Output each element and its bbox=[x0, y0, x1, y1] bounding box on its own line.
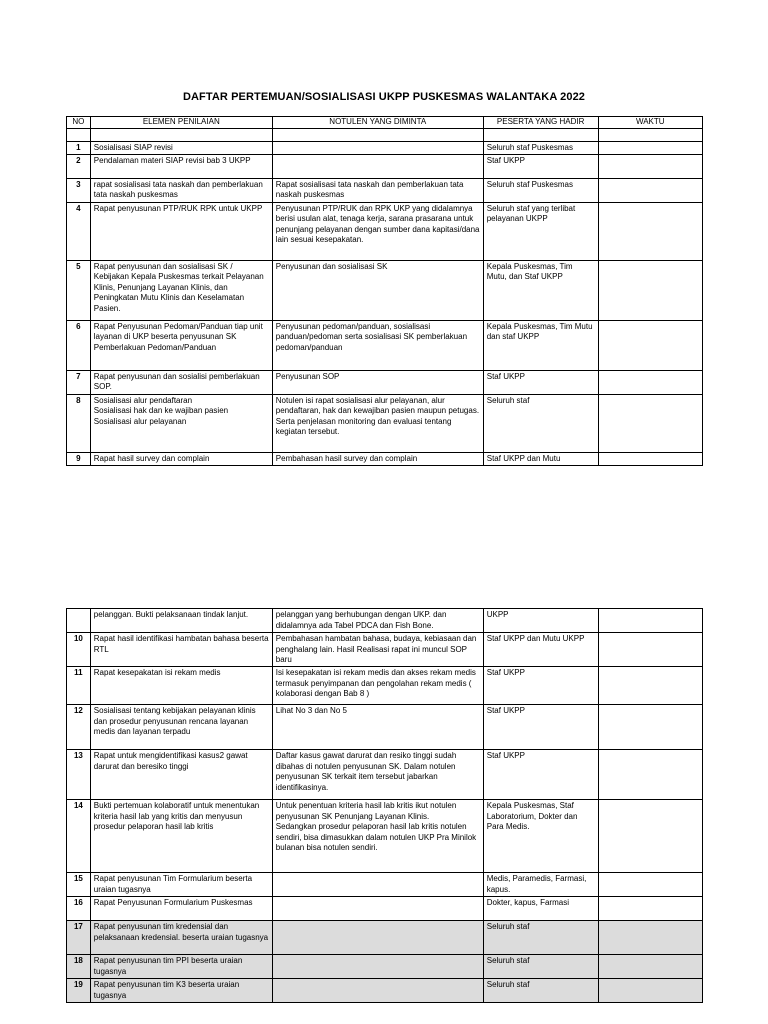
cell-no: 6 bbox=[67, 320, 91, 370]
cell-no: 16 bbox=[67, 897, 91, 921]
cell-elemen: Rapat kesepakatan isi rekam medis bbox=[90, 667, 272, 705]
cell-elemen: Sosialisasi tentang kebijakan pelayanan klinis dan prosedur penyusunan rencana layanan medis dan layanan terpadu bbox=[90, 705, 272, 750]
cell-waktu bbox=[598, 370, 702, 394]
cell-notulen bbox=[272, 141, 483, 154]
cell-no: 15 bbox=[67, 873, 91, 897]
cell-peserta: Staf UKPP bbox=[483, 705, 598, 750]
cell-no: 5 bbox=[67, 260, 91, 320]
cell-notulen: Untuk penentuan kriteria hasil lab kritis ikut notulen penyusunan SK Penunjang Layanan Klinis. Sedangkan prosedur pelaporan hasil lab kritis notulen sendiri, bisa dimasukkan dalam notulen UKP Pra Minilok bulanan bisa notulen sendiri. bbox=[272, 800, 483, 873]
cell-elemen: Bukti pertemuan kolaboratif untuk menentukan kriteria hasil lab yang kritis dan menyusun prosedur pelaporan hasil lab kritis bbox=[90, 800, 272, 873]
cell-no: 8 bbox=[67, 394, 91, 452]
cell-no: 10 bbox=[67, 633, 91, 667]
cell-peserta: Staf UKPP bbox=[483, 154, 598, 178]
cell-notulen bbox=[272, 921, 483, 955]
table-row bbox=[67, 154, 703, 178]
document-title: DAFTAR PERTEMUAN/SOSIALISASI UKPP PUSKESMAS WALANTAKA 2022 bbox=[182, 91, 586, 103]
cell-waktu bbox=[598, 178, 702, 202]
cell-waktu bbox=[598, 633, 702, 667]
cell-peserta: Seluruh staf bbox=[483, 955, 598, 979]
table-row bbox=[67, 955, 703, 979]
cell-notulen: Isi kesepakatan isi rekam medis dan akses rekam medis termasuk penyimpanan dan pengolahan rekam medis ( kolaborasi dengan Bab 8 ) bbox=[272, 667, 483, 705]
cell-elemen: Rapat hasil identifikasi hambatan bahasa beserta RTL bbox=[90, 633, 272, 667]
cell-waktu bbox=[598, 955, 702, 979]
table-row bbox=[67, 705, 703, 750]
cell-elemen: Rapat penyusunan Tim Formularium beserta uraian tugasnya bbox=[90, 873, 272, 897]
table-row bbox=[67, 921, 703, 955]
cell-waktu bbox=[598, 260, 702, 320]
table-row bbox=[67, 667, 703, 705]
cell-no: 18 bbox=[67, 955, 91, 979]
cell-peserta: Seluruh staf bbox=[483, 921, 598, 955]
cell-no: 14 bbox=[67, 800, 91, 873]
header-elemen: ELEMEN PENILAIAN bbox=[90, 117, 272, 129]
table-row bbox=[67, 979, 703, 1003]
cell-no: 13 bbox=[67, 750, 91, 800]
cell-elemen: Rapat penyusunan dan sosialisasi SK / Kebijakan Kepala Puskesmas terkait Pelayanan Klinis, Penunjang Layanan Klinis, dan Peningkatan Mutu Klinis dan Keselamatan Pasien. bbox=[90, 260, 272, 320]
table-header-row bbox=[67, 117, 703, 129]
cell-elemen: Sosialisasi alur pendaftaran Sosialisasi hak dan ke wajiban pasien Sosialisasi alur pelayanan bbox=[90, 394, 272, 452]
cell-peserta: Seluruh staf bbox=[483, 394, 598, 452]
cell-elemen: Rapat penyusunan tim kredensial dan pelaksanaan kredensial. beserta uraian tugasnya bbox=[90, 921, 272, 955]
header-no: NO bbox=[67, 117, 91, 129]
cell-waktu bbox=[598, 979, 702, 1003]
cell-elemen: Rapat penyusunan PTP/RUK RPK untuk UKPP bbox=[90, 202, 272, 260]
cell-peserta: Medis, Paramedis, Farmasi, kapus. bbox=[483, 873, 598, 897]
cell-waktu bbox=[598, 609, 702, 633]
cell-waktu bbox=[598, 667, 702, 705]
table-row bbox=[67, 370, 703, 394]
table-row bbox=[67, 260, 703, 320]
cell-waktu bbox=[598, 921, 702, 955]
table-row bbox=[67, 178, 703, 202]
cell-peserta: Staf UKPP bbox=[483, 667, 598, 705]
cell-no: 12 bbox=[67, 705, 91, 750]
cell-elemen: Pendalaman materi SIAP revisi bab 3 UKPP bbox=[90, 154, 272, 178]
cell-elemen: Rapat untuk mengidentifikasi kasus2 gawat darurat dan beresiko tinggi bbox=[90, 750, 272, 800]
cell-peserta: Staf UKPP dan Mutu UKPP bbox=[483, 633, 598, 667]
table-row bbox=[67, 394, 703, 452]
cell-waktu bbox=[598, 750, 702, 800]
cell-notulen: pelanggan yang berhubungan dengan UKP. dan didalamnya ada Tabel PDCA dan Fish Bone. bbox=[272, 609, 483, 633]
cell-notulen bbox=[272, 955, 483, 979]
cell-notulen bbox=[272, 979, 483, 1003]
cell-notulen bbox=[272, 897, 483, 921]
cell-peserta: Kepala Puskesmas, Tim Mutu, dan Staf UKPP bbox=[483, 260, 598, 320]
cell-elemen: Rapat hasil survey dan complain bbox=[90, 452, 272, 465]
header-notulen: NOTULEN YANG DIMINTA bbox=[272, 117, 483, 129]
cell-notulen: Pembahasan hambatan bahasa, budaya, kebiasaan dan penghalang lain. Hasil Realisasi rapat ini muncul SOP baru bbox=[272, 633, 483, 667]
cell-peserta: Staf UKPP bbox=[483, 370, 598, 394]
cell-notulen: Penyusunan PTP/RUK dan RPK UKP yang didalamnya berisi usulan alat, tenaga kerja, sarana prasarana untuk penunjang pelayanan dengan sumber dana kapitasi/dana lain sesuai kesepakatan. bbox=[272, 202, 483, 260]
cell-notulen: Notulen isi rapat sosialisasi alur pelayanan, alur pendaftaran, hak dan kewajiban pasien maupun petugas. Serta penjelasan monitoring dan evaluasi tentang kegiatan tersebut. bbox=[272, 394, 483, 452]
cell-waktu bbox=[598, 394, 702, 452]
table-row bbox=[67, 609, 703, 633]
cell-notulen: Daftar kasus gawat darurat dan resiko tinggi sudah dibahas di notulen penyusunan SK. Dalam notulen penyusunan SK terkait item tersebut jabarkan identifikasinya. bbox=[272, 750, 483, 800]
cell-no: 19 bbox=[67, 979, 91, 1003]
table-row bbox=[67, 320, 703, 370]
cell-elemen: Rapat penyusunan dan sosialisi pemberlakuan SOP. bbox=[90, 370, 272, 394]
table-row bbox=[67, 633, 703, 667]
cell-waktu bbox=[598, 452, 702, 465]
cell-waktu bbox=[598, 154, 702, 178]
cell-peserta: Dokter, kapus, Farmasi bbox=[483, 897, 598, 921]
cell-waktu bbox=[598, 705, 702, 750]
cell-notulen: Lihat No 3 dan No 5 bbox=[272, 705, 483, 750]
table-row bbox=[67, 202, 703, 260]
header-peserta: PESERTA YANG HADIR bbox=[483, 117, 598, 129]
meetings-table-page-2 bbox=[66, 608, 703, 1003]
cell-elemen: Rapat Penyusunan Formularium Puskesmas bbox=[90, 897, 272, 921]
cell-waktu bbox=[598, 141, 702, 154]
table-row bbox=[67, 452, 703, 465]
cell-notulen: Penyusunan pedoman/panduan, sosialisasi panduan/pedoman serta sosialisasi SK pemberlakuan pedoman/panduan bbox=[272, 320, 483, 370]
table-row bbox=[67, 800, 703, 873]
cell-elemen: pelanggan. Bukti pelaksanaan tindak lanjut. bbox=[90, 609, 272, 633]
cell-notulen: Pembahasan hasil survey dan complain bbox=[272, 452, 483, 465]
cell-elemen: Rapat Penyusunan Pedoman/Panduan tiap unit layanan di UKP beserta penyusunan SK Pemberlakuan Pedoman/Panduan bbox=[90, 320, 272, 370]
cell-no: 17 bbox=[67, 921, 91, 955]
cell-notulen: Penyusunan dan sosialisasi SK bbox=[272, 260, 483, 320]
cell-waktu bbox=[598, 800, 702, 873]
cell-peserta: Staf UKPP dan Mutu bbox=[483, 452, 598, 465]
cell-no: 2 bbox=[67, 154, 91, 178]
cell-notulen bbox=[272, 873, 483, 897]
cell-notulen: Penyusunan SOP bbox=[272, 370, 483, 394]
cell-no: 4 bbox=[67, 202, 91, 260]
cell-elemen: rapat sosialisasi tata naskah dan pemberlakuan tata naskah puskesmas bbox=[90, 178, 272, 202]
cell-waktu bbox=[598, 873, 702, 897]
cell-peserta: Kepala Puskesmas, Tim Mutu dan staf UKPP bbox=[483, 320, 598, 370]
cell-peserta: Kepala Puskesmas, Staf Laboratorium, Dokter dan Para Medis. bbox=[483, 800, 598, 873]
cell-no: 3 bbox=[67, 178, 91, 202]
cell-notulen bbox=[272, 154, 483, 178]
cell-no: 1 bbox=[67, 141, 91, 154]
table-row bbox=[67, 873, 703, 897]
cell-peserta: UKPP bbox=[483, 609, 598, 633]
cell-peserta: Seluruh staf bbox=[483, 979, 598, 1003]
cell-no: 9 bbox=[67, 452, 91, 465]
cell-elemen: Rapat penyusunan tim PPI beserta uraian tugasnya bbox=[90, 955, 272, 979]
table-row bbox=[67, 750, 703, 800]
cell-peserta: Seluruh staf yang terlibat pelayanan UKPP bbox=[483, 202, 598, 260]
cell-peserta: Staf UKPP bbox=[483, 750, 598, 800]
cell-peserta: Seluruh staf Puskesmas bbox=[483, 178, 598, 202]
table-row bbox=[67, 897, 703, 921]
cell-elemen: Rapat penyusunan tim K3 beserta uraian tugasnya bbox=[90, 979, 272, 1003]
cell-notulen: Rapat sosialisasi tata naskah dan pemberlakuan tata naskah puskesmas bbox=[272, 178, 483, 202]
meetings-table-page-1 bbox=[66, 116, 703, 466]
cell-no: 7 bbox=[67, 370, 91, 394]
table-row bbox=[67, 141, 703, 154]
blank-row bbox=[67, 128, 703, 141]
cell-peserta: Seluruh staf Puskesmas bbox=[483, 141, 598, 154]
cell-no bbox=[67, 609, 91, 633]
cell-no: 11 bbox=[67, 667, 91, 705]
cell-waktu bbox=[598, 202, 702, 260]
cell-elemen: Sosialisasi SIAP revisi bbox=[90, 141, 272, 154]
cell-waktu bbox=[598, 897, 702, 921]
cell-waktu bbox=[598, 320, 702, 370]
header-waktu: WAKTU bbox=[598, 117, 702, 129]
